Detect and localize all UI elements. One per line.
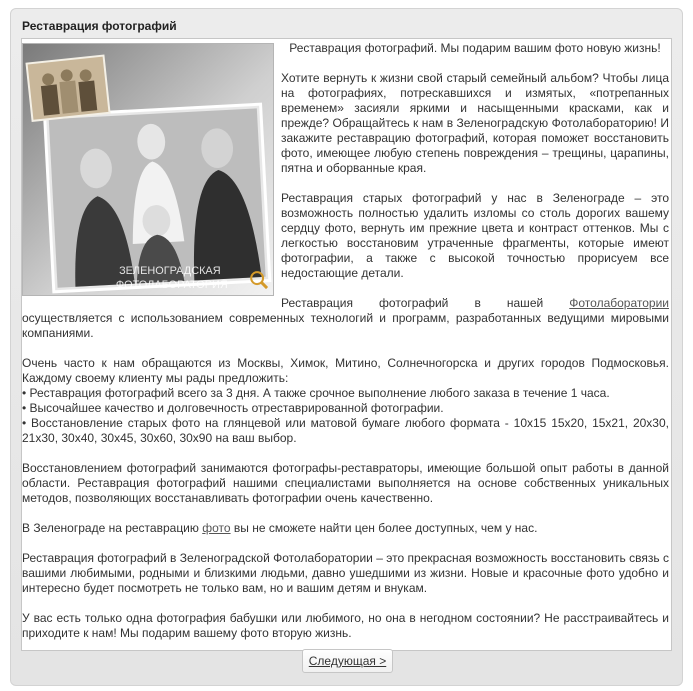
watermark-line2: ФОТОЛАБОРАТОРИЯ: [115, 279, 228, 292]
bullet-item-2: • Высочайшее качество и долговечность отреставрированной фотографии.: [22, 401, 444, 415]
paragraph-8: У вас есть только одна фотография бабушки или любимого, но она в негодном состоянии? Не расстраивайтесь и приходите к нам! Мы подарим вашему фото вторую жизнь.: [22, 611, 669, 640]
paragraph-7: Реставрация фотографий в Зеленоградской Фотолаборатории – это прекрасная возможность восстановить связь с вашими любимыми, родными и близкими людьми, давно ушедшими из жизни. Новые и красочные фото удобно и интересно будет посмотреть не только вам, но и вашим детям и внукам.: [22, 551, 669, 595]
bullet-item-1: • Реставрация фотографий всего за 3 дня. А также срочное выполнение любого заказа в течение 1 часа.: [22, 386, 610, 400]
paragraph-1: Хотите вернуть к жизни свой старый семейный альбом? Чтобы лица на фотографиях, потрескавшихся и измятых, «потрепанных временем» засияли яркими и насыщенными красками, как и прежде? Обращайтесь к нам в Зеленоградскую Фотолабораторию! И закажите реставрацию фотографий, которая поможет восстановить фото, имеющее любую степень повреждения – трещины, царапины, пятна и оборванные края.: [281, 71, 669, 175]
paragraph-3-start: Реставрация фотографий в нашей: [281, 296, 570, 310]
paragraph-6-start: В Зеленограде на реставрацию: [22, 521, 203, 535]
photolab-link[interactable]: Фотолаборатории: [569, 296, 669, 310]
photo-link[interactable]: фото: [202, 521, 231, 535]
next-page-button[interactable]: Следующая >: [302, 649, 393, 673]
pagination: [11, 649, 682, 673]
photo-illustration: [23, 44, 273, 295]
article-content: [21, 38, 672, 651]
paragraph-4: Очень часто к нам обращаются из Москвы, Химок, Митино, Солнечногорска и других городов Подмосковья. Каждому своему клиенту мы рады предложить:: [22, 356, 669, 385]
paragraph-3: [22, 296, 669, 341]
paragraph-5: Восстановлением фотографий занимаются фотографы-реставраторы, имеющие большой опыт работы в данной области. Реставрация фотографий нашими специалистами выполняется на основе собственных уникальных методов, позволяющих восстанавливать фотографии очень качественно.: [22, 461, 669, 505]
panel-title: Реставрация фотографий: [22, 19, 177, 33]
paragraph-3-end: осуществляется с использованием современных технологий и программ, разработанных ведущими мировыми компаниями.: [22, 311, 669, 340]
paragraph-2: Реставрация старых фотографий у нас в Зеленограде – это возможность полностью удалить изломы со столь дорогих вашему сердцу фото, вернуть им прежние цвета и контраст оттенков. Мы с легкостью восстановим утраченные фрагменты, которые имеют фотографии, а также с высокой точностью прорисуем все недостающие детали.: [281, 191, 669, 280]
content-panel: [10, 8, 683, 686]
restoration-photo[interactable]: [22, 43, 274, 296]
paragraph-6-end: вы не сможете найти цен более доступных, чем у нас.: [230, 521, 538, 535]
watermark-line1: ЗЕЛЕНОГРАДСКАЯ: [119, 265, 221, 278]
paragraph-6: [22, 521, 669, 536]
bullet-item-3: • Восстановление старых фото на глянцевой или матовой бумаге любого формата - 10х15 15х20, 15х21, 20х30, 21х30, 30х40, 30х45, 30х60, 30х90 на ваш выбор.: [22, 416, 669, 445]
intro-heading: Реставрация фотографий. Мы подарим вашим фото новую жизнь!: [289, 41, 661, 55]
